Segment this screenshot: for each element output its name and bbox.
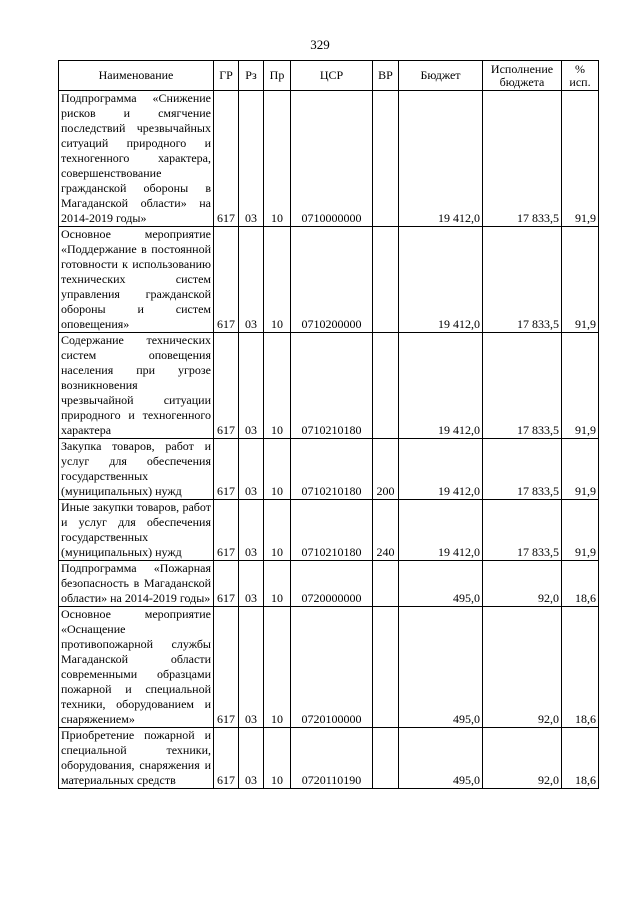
header-vr: ВР <box>373 61 399 91</box>
table-row <box>59 561 599 607</box>
row-gr: 617 <box>214 561 239 607</box>
row-rz: 03 <box>239 227 264 333</box>
row-rz: 03 <box>239 439 264 500</box>
table-row <box>59 607 599 728</box>
row-csr: 0720100000 <box>291 607 373 728</box>
row-pr: 10 <box>264 333 291 439</box>
table-row <box>59 439 599 500</box>
row-csr: 0720000000 <box>291 561 373 607</box>
table-row <box>59 91 599 227</box>
row-gr: 617 <box>214 607 239 728</box>
row-vr: 200 <box>373 439 399 500</box>
row-rz: 03 <box>239 561 264 607</box>
row-rz: 03 <box>239 728 264 789</box>
row-budget: 19 412,0 <box>399 227 483 333</box>
row-rz: 03 <box>239 91 264 227</box>
header-percent: % исп. <box>562 61 599 91</box>
row-gr: 617 <box>214 500 239 561</box>
row-percent: 18,6 <box>562 728 599 789</box>
row-csr: 0710210180 <box>291 439 373 500</box>
table-header-row <box>59 61 599 91</box>
row-pr: 10 <box>264 439 291 500</box>
row-execution: 17 833,5 <box>483 500 562 561</box>
row-csr: 0710210180 <box>291 333 373 439</box>
row-execution: 17 833,5 <box>483 227 562 333</box>
row-vr <box>373 333 399 439</box>
row-csr: 0710000000 <box>291 91 373 227</box>
row-pr: 10 <box>264 728 291 789</box>
row-name: Закупка товаров, работ и услуг для обеспечения государственных (муниципальных) нужд <box>59 439 214 500</box>
budget-table <box>58 60 599 789</box>
row-execution: 92,0 <box>483 607 562 728</box>
row-vr <box>373 607 399 728</box>
header-rz: Рз <box>239 61 264 91</box>
row-name: Подпрограмма «Пожарная безопасность в Магаданской области» на 2014-2019 годы» <box>59 561 214 607</box>
table-row <box>59 728 599 789</box>
row-vr <box>373 91 399 227</box>
row-percent: 91,9 <box>562 227 599 333</box>
row-execution: 92,0 <box>483 728 562 789</box>
table-row <box>59 333 599 439</box>
header-budget: Бюджет <box>399 61 483 91</box>
row-name: Содержание технических систем оповещения населения при угрозе возникновения чрезвычайной ситуации природного и техногенного характера <box>59 333 214 439</box>
row-name: Подпрограмма «Снижение рисков и смягчение последствий чрезвычайных ситуаций природного и техногенного характера, совершенствование гражданской обороны в Магаданской области» на 2014-2019 годы» <box>59 91 214 227</box>
row-percent: 18,6 <box>562 561 599 607</box>
row-gr: 617 <box>214 227 239 333</box>
row-pr: 10 <box>264 500 291 561</box>
page-number: 329 <box>310 37 330 52</box>
row-execution: 92,0 <box>483 561 562 607</box>
row-percent: 91,9 <box>562 439 599 500</box>
row-execution: 17 833,5 <box>483 439 562 500</box>
row-csr: 0720110190 <box>291 728 373 789</box>
row-vr <box>373 227 399 333</box>
row-vr: 240 <box>373 500 399 561</box>
row-csr: 0710210180 <box>291 500 373 561</box>
row-budget: 495,0 <box>399 728 483 789</box>
header-gr: ГР <box>214 61 239 91</box>
row-rz: 03 <box>239 500 264 561</box>
header-name: Наименование <box>59 61 214 91</box>
table-row <box>59 227 599 333</box>
row-rz: 03 <box>239 607 264 728</box>
row-budget: 19 412,0 <box>399 333 483 439</box>
row-pr: 10 <box>264 607 291 728</box>
header-pr: Пр <box>264 61 291 91</box>
row-percent: 18,6 <box>562 607 599 728</box>
row-name: Иные закупки товаров, работ и услуг для обеспечения государственных (муниципальных) нужд <box>59 500 214 561</box>
row-execution: 17 833,5 <box>483 333 562 439</box>
row-rz: 03 <box>239 333 264 439</box>
row-budget: 19 412,0 <box>399 439 483 500</box>
row-pr: 10 <box>264 91 291 227</box>
row-percent: 91,9 <box>562 91 599 227</box>
header-execution: Исполнение бюджета <box>483 61 562 91</box>
row-budget: 495,0 <box>399 561 483 607</box>
row-vr <box>373 728 399 789</box>
row-gr: 617 <box>214 439 239 500</box>
row-name: Основное мероприятие «Поддержание в постоянной готовности к использованию технических систем управления гражданской обороны и систем оповещения» <box>59 227 214 333</box>
row-gr: 617 <box>214 91 239 227</box>
row-gr: 617 <box>214 333 239 439</box>
row-pr: 10 <box>264 561 291 607</box>
row-budget: 495,0 <box>399 607 483 728</box>
row-name: Приобретение пожарной и специальной техники, оборудования, снаряжения и материальных средств <box>59 728 214 789</box>
row-budget: 19 412,0 <box>399 91 483 227</box>
header-csr: ЦСР <box>291 61 373 91</box>
table-row <box>59 500 599 561</box>
row-csr: 0710200000 <box>291 227 373 333</box>
row-vr <box>373 561 399 607</box>
row-execution: 17 833,5 <box>483 91 562 227</box>
row-percent: 91,9 <box>562 500 599 561</box>
row-budget: 19 412,0 <box>399 500 483 561</box>
row-percent: 91,9 <box>562 333 599 439</box>
row-gr: 617 <box>214 728 239 789</box>
row-pr: 10 <box>264 227 291 333</box>
row-name: Основное мероприятие «Оснащение противопожарной службы Магаданской области современными образцами пожарной и специальной техники, оборудованием и снаряжением» <box>59 607 214 728</box>
